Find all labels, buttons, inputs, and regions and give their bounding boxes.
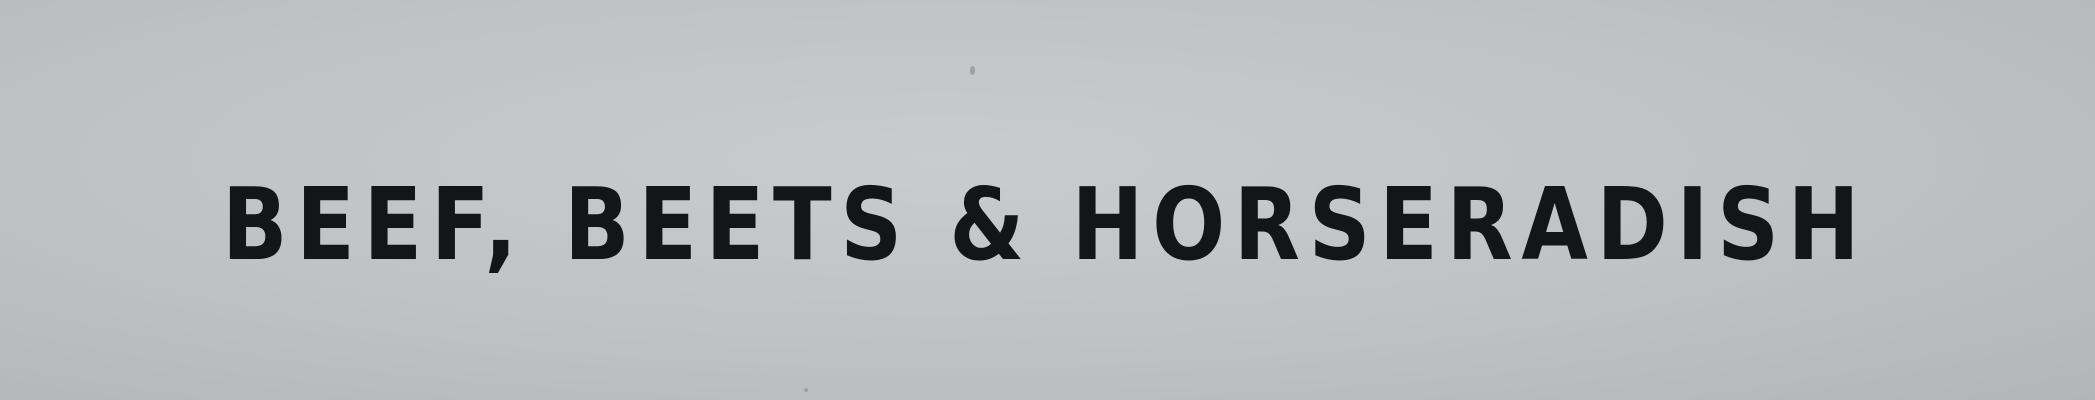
surface-speck xyxy=(970,66,975,75)
surface-speck xyxy=(804,388,808,392)
sign-title: BEEF, BEETS & HORSERADISH xyxy=(222,166,1869,283)
